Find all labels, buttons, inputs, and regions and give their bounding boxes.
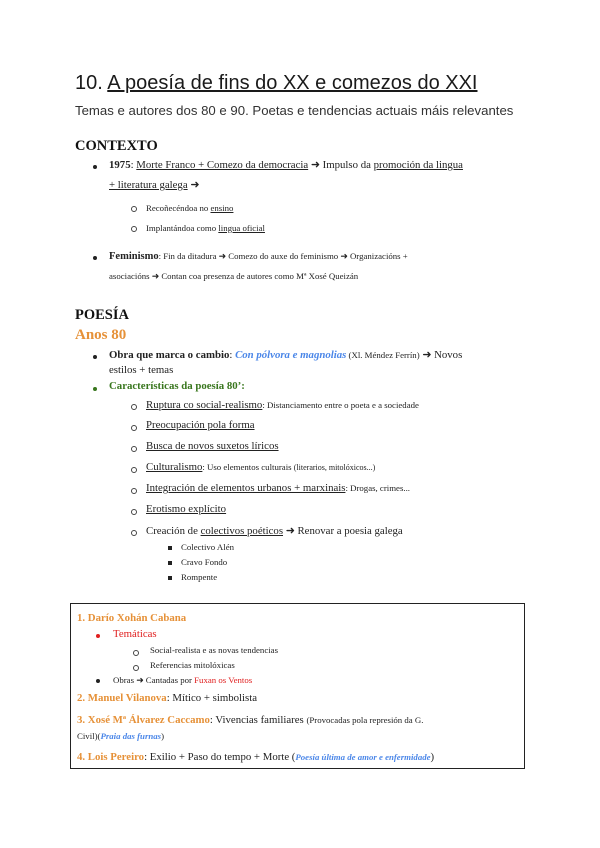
bullet-icon bbox=[93, 387, 97, 391]
author-3: 3. Xosé Mª Álvarez Caccamo: Vivencias familiares (Provocadas pola represión da G. bbox=[77, 714, 424, 726]
circle-bullet-icon bbox=[131, 226, 137, 232]
colectivo-3: Rompente bbox=[181, 572, 218, 582]
anos80-heading: Anos 80 bbox=[75, 327, 127, 343]
circle-bullet-icon bbox=[131, 467, 137, 473]
caracteristica-3: Busca de novos suxetos líricos bbox=[146, 440, 279, 452]
contexto-heading: CONTEXTO bbox=[75, 138, 158, 154]
page-title: 10. A poesía de fins do XX e comezos do XXI bbox=[75, 72, 478, 94]
bullet-icon bbox=[96, 634, 100, 638]
bullet-icon bbox=[93, 165, 97, 169]
square-bullet-icon bbox=[168, 576, 172, 580]
caracteristica-7: Creación de colectivos poéticos ➜ Renovar a poesia galega bbox=[146, 525, 403, 537]
caracteristicas-label: Características da poesía 80’: bbox=[109, 380, 245, 392]
obras-line: Obras ➜ Cantadas por Fuxan os Ventos bbox=[113, 675, 253, 685]
bullet-icon bbox=[93, 256, 97, 260]
bullet-icon bbox=[93, 355, 97, 359]
tematicas-label: Temáticas bbox=[113, 628, 157, 640]
circle-bullet-icon bbox=[131, 206, 137, 212]
circle-bullet-icon bbox=[131, 509, 137, 515]
obra-cambio-cont: estilos + temas bbox=[109, 364, 174, 376]
circle-bullet-icon bbox=[131, 530, 137, 536]
contexto-sub-1: Recoñecéndoa no ensino bbox=[146, 203, 234, 213]
contexto-item-2: Feminismo: Fin da ditadura ➜ Comezo do auxe do feminismo ➜ Organizacións + bbox=[109, 251, 408, 262]
author-3-cont: Civil)(Praia das furnas) bbox=[77, 731, 165, 741]
colectivo-1: Colectivo Alén bbox=[181, 542, 235, 552]
caracteristica-6: Erotismo explícito bbox=[146, 503, 227, 515]
circle-bullet-icon bbox=[131, 488, 137, 494]
author-2: 2. Manuel Vilanova: Mítico + simbolista bbox=[77, 692, 258, 704]
page-subtitle: Temas e autores dos 80 e 90. Poetas e tendencias actuais máis relevantes bbox=[75, 103, 514, 118]
colectivo-2: Cravo Fondo bbox=[181, 557, 228, 567]
tematica-1: Social-realista e as novas tendencias bbox=[150, 645, 278, 655]
circle-bullet-icon bbox=[131, 425, 137, 431]
obra-cambio: Obra que marca o cambio: Con pólvora e magnolias (Xl. Méndez Ferrín) ➜ Novos bbox=[109, 349, 463, 361]
contexto-item-2-cont: asociacións ➜ Contan coa presenza de autores como Mª Xosé Queizán bbox=[109, 271, 359, 281]
circle-bullet-icon bbox=[131, 404, 137, 410]
bullet-icon bbox=[96, 679, 100, 683]
author-4: 4. Lois Pereiro: Exilio + Paso do tempo + Morte (Poesía última de amor e enfermidade) bbox=[77, 751, 435, 763]
contexto-item-1: 1975: Morte Franco + Comezo da democracia ➜ Impulso da promoción da lingua bbox=[109, 159, 463, 171]
caracteristica-5: Integración de elementos urbanos + marxinais: Drogas, crimes... bbox=[146, 482, 410, 494]
title-text: A poesía de fins do XX e comezos do XXI bbox=[107, 72, 478, 94]
caracteristica-1: Ruptura co social-realismo: Distanciamento entre o poeta e a sociedade bbox=[146, 399, 419, 411]
poesia-heading: POESÍA bbox=[75, 307, 129, 323]
tematica-2: Referencias mitolóxicas bbox=[150, 660, 235, 670]
caracteristica-4: Culturalismo: Uso elementos culturais (literarios, mitolóxicos...) bbox=[146, 461, 376, 473]
square-bullet-icon bbox=[168, 546, 172, 550]
author-1: 1. Darío Xohán Cabana bbox=[77, 612, 187, 624]
circle-bullet-icon bbox=[131, 446, 137, 452]
contexto-sub-2: Implantándoa como lingua oficial bbox=[146, 223, 265, 233]
contexto-item-1-cont: + literatura galega ➜ bbox=[109, 179, 200, 191]
square-bullet-icon bbox=[168, 561, 172, 565]
circle-bullet-icon bbox=[133, 665, 139, 671]
caracteristica-2: Preocupación pola forma bbox=[146, 419, 255, 431]
circle-bullet-icon bbox=[133, 650, 139, 656]
